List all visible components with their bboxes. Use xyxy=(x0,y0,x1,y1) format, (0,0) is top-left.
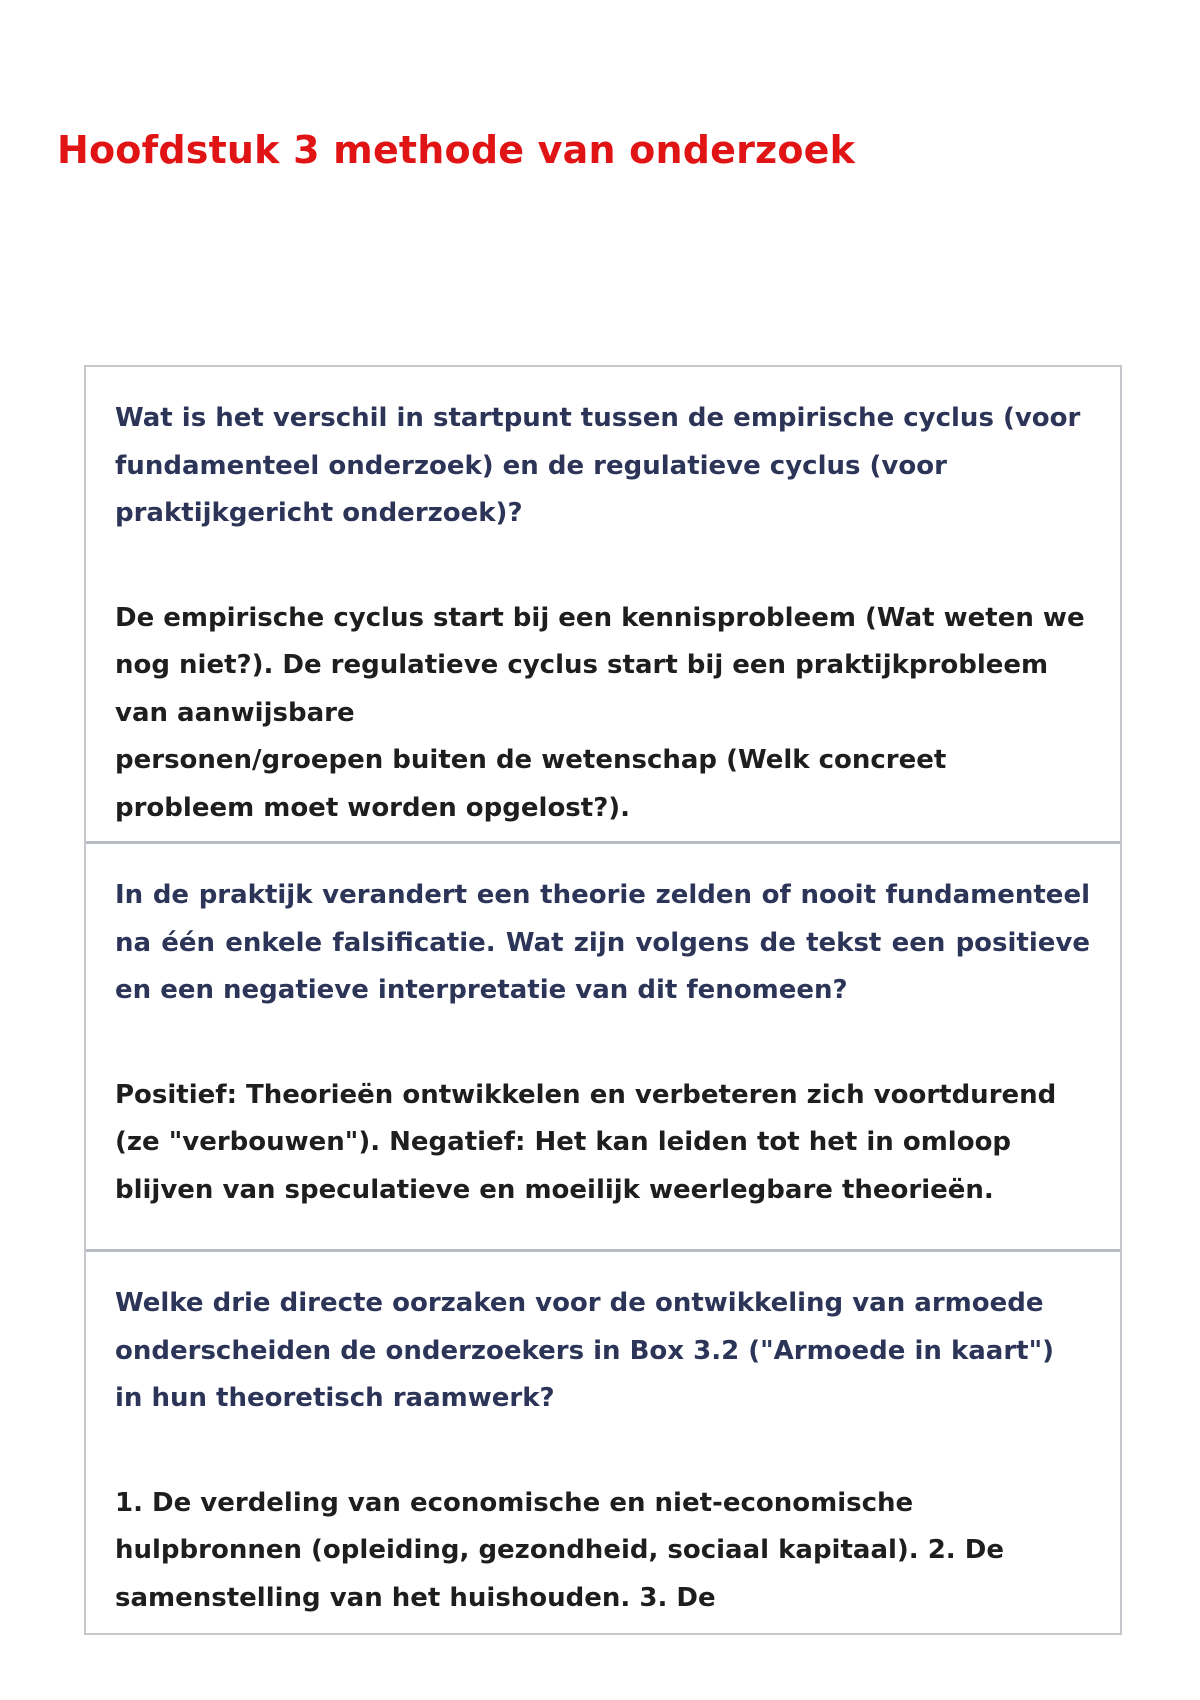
answer-text xyxy=(115,1480,1090,1623)
answer-line: Positief: Theorieën ontwikkelen en verbeteren zich voortdurend (ze "verbouwen"). Negatief: Het kan leiden tot het in omloop blijven van speculatieve en moeilijk weerlegbare theorieën. xyxy=(115,1079,1057,1205)
question-text: Welke drie directe oorzaken voor de ontwikkeling van armoede onderscheiden de onderzoekers in Box 3.2 ("Armoede in kaart") in hun theoretisch raamwerk? xyxy=(115,1288,1055,1413)
answer-line: De empirische cyclus start bij een kennisprobleem (Wat weten we nog niet?). De regulatieve cyclus start bij een praktijkprobleem van aanwijsbare xyxy=(115,602,1085,728)
qa-table xyxy=(84,365,1122,1635)
qa-card-2 xyxy=(86,841,1120,1249)
question-text: In de praktijk verandert een theorie zelden of nooit fundamenteel na één enkele falsificatie. Wat zijn volgens de tekst een positieve en een negatieve interpretatie van dit fenomeen? xyxy=(115,880,1090,1005)
answer-text xyxy=(115,595,1090,833)
page-title: Hoofdstuk 3 methode van onderzoek xyxy=(57,128,856,172)
answer-line: personen/groepen buiten de wetenschap (Welk concreet probleem moet worden opgelost?). xyxy=(115,745,947,823)
qa-card-3 xyxy=(86,1249,1120,1633)
question-text: Wat is het verschil in startpunt tussen de empirische cyclus (voor fundamenteel onderzoek) en de regulatieve cyclus (voor praktijkgericht onderzoek)? xyxy=(115,403,1081,528)
answer-line: 1. De verdeling van economische en niet-economische hulpbronnen (opleiding, gezondheid, sociaal kapitaal). 2. De samenstelling van het huishouden. 3. De xyxy=(115,1487,1004,1613)
qa-card-1 xyxy=(86,367,1120,841)
answer-text xyxy=(115,1072,1090,1215)
